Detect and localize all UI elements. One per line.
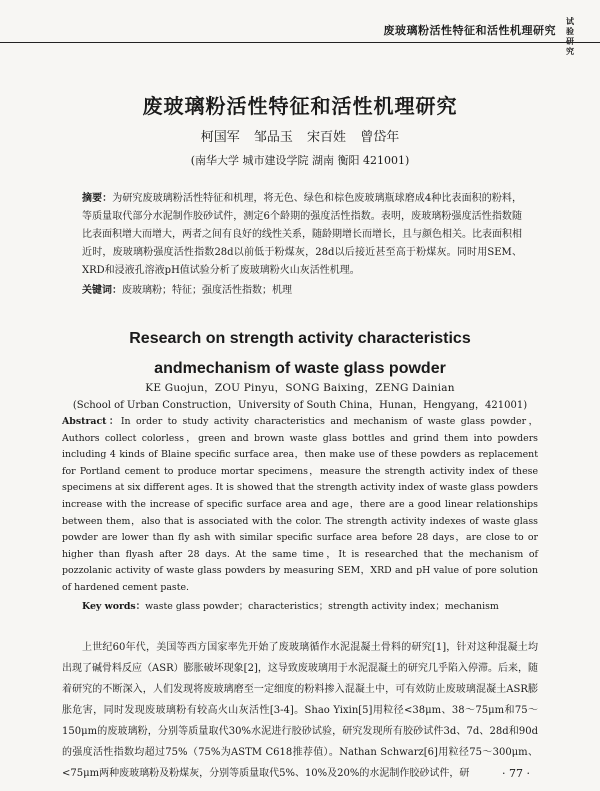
page-number: · 77 ·	[502, 767, 530, 780]
page-header	[0, 12, 600, 56]
abstract-label-english: Abstract：	[62, 416, 121, 427]
keywords-text-chinese: 废玻璃粉；特征；强度活性指数；机理	[122, 285, 292, 296]
abstract-label-chinese: 摘要：	[82, 193, 113, 204]
section-tab: 试验研究	[566, 16, 574, 56]
affiliation-english: (School of Urban Construction，University of South China，Hunan，Hengyang，421001)	[72, 400, 528, 411]
affiliation-chinese: (南华大学 城市建设学院 湖南 衡阳 421001)	[190, 154, 410, 167]
authors-chinese: 柯国军 邹品玉 宋百姓 曾岱年	[200, 130, 400, 145]
abstract-chinese	[82, 190, 522, 280]
header-divider	[0, 42, 600, 43]
abstract-english	[62, 414, 538, 597]
keywords-text-english: waste glass powder；characteristics；strength activity index；mechanism	[145, 601, 499, 612]
authors-english: KE Guojun，ZOU Pinyu，SONG Baixing，ZENG Dainian	[145, 382, 455, 394]
keywords-chinese	[82, 282, 522, 300]
paper-title-english: Research on strength activity characteristics andmechanism of waste glass powder	[129, 330, 471, 377]
paper-title-chinese: 废玻璃粉活性特征和活性机理研究	[142, 94, 458, 118]
abstract-text-chinese: 为研究废玻璃粉活性特征和机理，将无色、绿色和棕色废玻璃瓶球磨成4种比表面积的粉料，等质量取代部分水泥制作胶砂试件，测定6个龄期的强度活性指数。表明，废玻璃粉强度活性指数随比表面积增大而增大，两者之间有良好的线性关系，随龄期增长而增长，且与颜色相关。比表面积相近时，废玻璃粉强度活性指数28d以前低于粉煤灰，28d以后接近甚至高于粉煤灰。同时用SEM、XRD和浸液孔溶液pH值试验分析了废玻璃粉火山灰活性机理。	[82, 193, 522, 276]
abstract-text-english: In order to study activity characteristics and mechanism of waste glass powder，Authors collect colorless，green and brown waste glass bottles and grind them into powders including 4 kinds of Blaine specific surface area，then make use of these powders as replacement for Portland cement to produce mortar specimens，measure the strength activity index of these specimens at six different ages. It is showed that the strength activity index of waste glass powders increase with the increase of specific surface area and age，there are a good linear relationships between them，also that is associated with the color. The strength activity indexes of waste glass powder are lower than fly ash with similar specific surface area before 28 days，are close to or higher than flyash after 28 days. At the same time，It is researched that the mechanism of pozzolanic activity of waste glass powders by measuring SEM，XRD and pH value of pore solution of hardened cement paste.	[62, 416, 538, 593]
introduction-paragraph: 上世纪60年代，美国等西方国家率先开始了废玻璃循作水泥混凝土骨料的研究[1]，针对这种混凝土均出现了碱骨料反应（ASR）膨胀破坏现象[2]，这导致废玻璃用于水泥混凝土的研究几乎陷入停滞。后来，随着研究的不断深入，人们发现将废玻璃磨至一定细度的粉料掺入混凝土中，可有效防止废玻璃混凝土ASR膨胀危害，同时发现废玻璃粉有较高火山灰活性[3-4]。Shao Yixin[5]用粒径<38μm、38～75μm和75～150μm的废玻璃粉，分别等质量取代30%水泥进行胶砂试验，研究发现所有胶砂试件3d、7d、28d和90d的强度活性指数均超过75%（75%为ASTM C618推荐值）。Nathan Schwarz[6]用粒径75～300μm、<75μm两种废玻璃粉及粉煤灰，分别等质量取代5%、10%及20%的水泥制作胶砂试件，研	[62, 642, 538, 779]
keywords-label-english: Key words：	[82, 601, 146, 612]
running-title: 废玻璃粉活性特征和活性机理研究	[383, 24, 556, 37]
keywords-label-chinese: 关键词：	[82, 285, 122, 296]
keywords-english	[82, 599, 538, 615]
